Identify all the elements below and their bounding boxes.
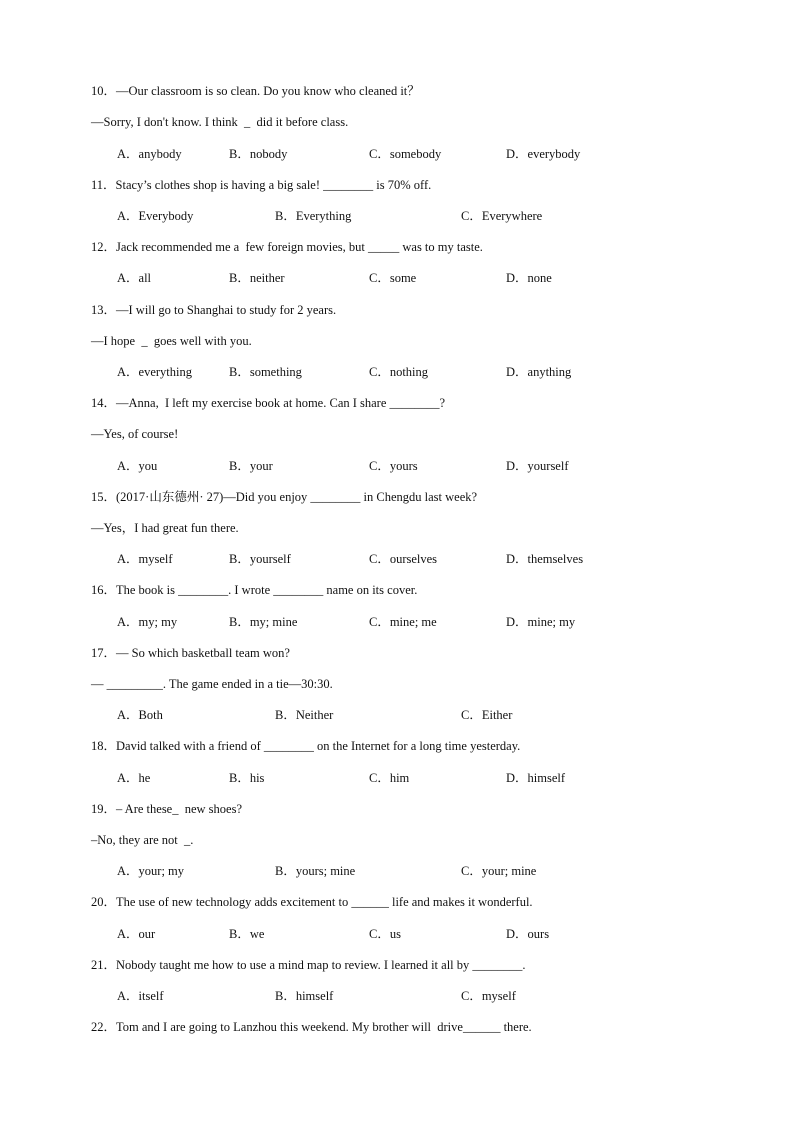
question-20-option-b: B．we — [229, 927, 265, 941]
question-16-option-b: B．my; mine — [229, 615, 298, 629]
question-13-option-d: D．anything — [506, 365, 572, 379]
question-19-option-b: B．yours; mine — [275, 864, 356, 878]
question-14-option-a: A．you — [117, 459, 158, 473]
question-20-option-c: C．us — [369, 927, 401, 941]
question-15-option-d: D．themselves — [506, 552, 584, 566]
question-10-option-c: C．somebody — [369, 147, 442, 161]
question-19-option-a: A．your; my — [117, 864, 185, 878]
question-17-option-b: B．Neither — [275, 708, 334, 722]
question-15-option-a: A．myself — [117, 552, 173, 566]
question-21-option-b: B．himself — [275, 989, 334, 1003]
question-17-prompt: 17．— So which basketball team won? — [91, 646, 290, 660]
question-21-option-a: A．itself — [117, 989, 164, 1003]
question-10-prompt: 10．—Our classroom is so clean. Do you know who cleaned it？ — [91, 84, 420, 98]
question-21-prompt: 21．Nobody taught me how to use a mind map to review. I learned it all by ________. — [91, 958, 526, 972]
question-16-option-a: A．my; my — [117, 615, 178, 629]
question-10-followup: —Sorry, I don't know. I think _ did it before class. — [91, 115, 349, 129]
question-13-option-b: B．something — [229, 365, 302, 379]
question-18-prompt: 18．David talked with a friend of ________ on the Internet for a long time yesterday. — [91, 739, 521, 753]
question-14-option-b: B．your — [229, 459, 273, 473]
question-12-option-a: A．all — [117, 271, 152, 285]
question-10-option-d: D．everybody — [506, 147, 581, 161]
question-18-option-a: A．he — [117, 771, 151, 785]
question-17-followup: — _________. The game ended in a tie—30:30. — [91, 677, 333, 691]
question-18-option-c: C．him — [369, 771, 410, 785]
question-12-option-b: B．neither — [229, 271, 285, 285]
question-14-followup: —Yes, of course! — [91, 427, 179, 441]
question-19-followup: –No, they are not _. — [91, 833, 194, 847]
question-15-option-c: C．ourselves — [369, 552, 438, 566]
question-12-prompt: 12．Jack recommended me a few foreign movies, but _____ was to my taste. — [91, 240, 483, 254]
question-16-option-c: C．mine; me — [369, 615, 437, 629]
question-13-prompt: 13．—I will go to Shanghai to study for 2 years. — [91, 303, 337, 317]
question-16-prompt: 16．The book is ________. I wrote ________ name on its cover. — [91, 583, 418, 597]
question-11-option-c: C．Everywhere — [461, 209, 543, 223]
question-18-option-d: D．himself — [506, 771, 566, 785]
question-15-prompt: 15．(2017·山东德州· 27)—Did you enjoy ________ in Chengdu last week? — [91, 490, 478, 504]
question-11-option-b: B．Everything — [275, 209, 352, 223]
question-12-option-d: D．none — [506, 271, 552, 285]
question-10-option-b: B．nobody — [229, 147, 288, 161]
question-19-option-c: C．your; mine — [461, 864, 537, 878]
question-14-prompt: 14．—Anna, I left my exercise book at home. Can I share ________? — [91, 396, 446, 410]
question-21-option-c: C．myself — [461, 989, 516, 1003]
question-16-option-d: D．mine; my — [506, 615, 576, 629]
question-11-prompt: 11．Stacy’s clothes shop is having a big sale! ________ is 70% off. — [91, 178, 432, 192]
question-20-option-a: A．our — [117, 927, 156, 941]
question-10-option-a: A．anybody — [117, 147, 182, 161]
question-12-option-c: C．some — [369, 271, 417, 285]
question-22-prompt: 22．Tom and I are going to Lanzhou this weekend. My brother will drive______ there. — [91, 1020, 532, 1034]
question-13-option-a: A．everything — [117, 365, 192, 379]
question-14-option-c: C．yours — [369, 459, 418, 473]
question-11-option-a: A．Everybody — [117, 209, 194, 223]
question-17-option-a: A．Both — [117, 708, 163, 722]
question-13-option-c: C．nothing — [369, 365, 429, 379]
question-19-prompt: 19．– Are these_ new shoes? — [91, 802, 243, 816]
question-15-followup: —Yes，I had great fun there. — [91, 521, 239, 535]
question-15-option-b: B．yourself — [229, 552, 291, 566]
question-20-prompt: 20．The use of new technology adds excitement to ______ life and makes it wonderful. — [91, 895, 533, 909]
question-17-option-c: C．Either — [461, 708, 513, 722]
question-13-followup: —I hope _ goes well with you. — [91, 334, 252, 348]
question-20-option-d: D．ours — [506, 927, 550, 941]
question-14-option-d: D．yourself — [506, 459, 569, 473]
question-18-option-b: B．his — [229, 771, 265, 785]
